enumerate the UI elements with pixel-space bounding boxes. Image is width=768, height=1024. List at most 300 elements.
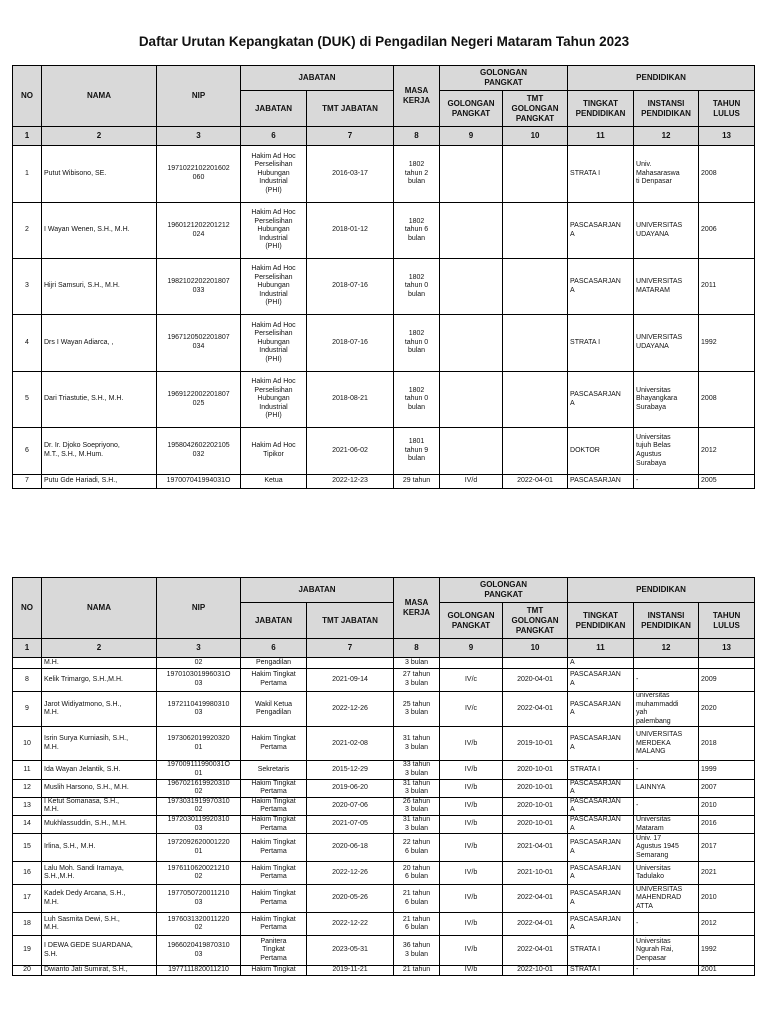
cell-no: 3 (13, 259, 42, 315)
table-row (13, 885, 755, 913)
cell-nip: 1967120502201807 034 (157, 315, 241, 372)
header-nip: NIP (157, 578, 241, 639)
cell-tingkat-pendidikan: STRATA I (568, 315, 634, 372)
cell-nama: I DEWA GEDE SUARDANA, S.H. (42, 936, 157, 966)
column-number: 9 (440, 639, 503, 658)
cell-jabatan: Hakim Ad Hoc Perselisihan Hubungan Industrial (PHI) (241, 315, 307, 372)
header-masa-kerja: MASA KERJA (394, 578, 440, 639)
column-number: 13 (699, 639, 755, 658)
cell-golongan-pangkat: IV/b (440, 761, 503, 779)
cell-instansi-pendidikan: - (634, 669, 699, 692)
table-row (13, 692, 755, 727)
header-golongan-group: GOLONGAN PANGKAT (440, 578, 568, 603)
cell-no: 17 (13, 885, 42, 913)
header-tmt-jabatan: TMT JABATAN (307, 603, 394, 639)
cell-jabatan: Sekretaris (241, 761, 307, 779)
cell-tingkat-pendidikan: PASCASARJAN A (568, 203, 634, 259)
cell-masa-kerja: 21 tahun (394, 966, 440, 976)
cell-instansi-pendidikan: universitas muhammaddi yah palembang (634, 692, 699, 727)
cell-masa-kerja: 26 tahun 3 bulan (394, 797, 440, 815)
header-jabatan: JABATAN (241, 603, 307, 639)
cell-tmt-jabatan: 2021-02-08 (307, 727, 394, 761)
cell-nip: 1973062019920320 01 (157, 727, 241, 761)
cell-tmt-jabatan: 2023-05-31 (307, 936, 394, 966)
cell-golongan-pangkat: IV/b (440, 815, 503, 833)
cell-tmt-jabatan: 2018-08-21 (307, 372, 394, 428)
cell-tahun-lulus: 2010 (699, 797, 755, 815)
cell-nip: 197007041994031O (157, 475, 241, 489)
cell-tmt-jabatan: 2020-05-26 (307, 885, 394, 913)
table-body (13, 146, 755, 489)
header-tmt-golongan: TMT GOLONGAN PANGKAT (503, 91, 568, 127)
cell-nip: 1972110419980310 03 (157, 692, 241, 727)
cell-tingkat-pendidikan: PASCASARJAN A (568, 913, 634, 936)
cell-masa-kerja: 22 tahun 6 bulan (394, 834, 440, 862)
header-tmt-jabatan: TMT JABATAN (307, 91, 394, 127)
cell-nip: 1976110620021210 02 (157, 862, 241, 885)
cell-no: 2 (13, 203, 42, 259)
cell-masa-kerja: 33 tahun 3 bulan (394, 761, 440, 779)
table-row (13, 815, 755, 833)
cell-tingkat-pendidikan: PASCASARJAN (568, 475, 634, 489)
cell-masa-kerja: 1802 tahun 6 bulan (394, 203, 440, 259)
cell-tahun-lulus: 2018 (699, 727, 755, 761)
column-number: 10 (503, 127, 568, 146)
cell-nama: I Ketut Somanasa, S.H., M.H. (42, 797, 157, 815)
cell-tmt-jabatan: 2022-12-23 (307, 475, 394, 489)
cell-tmt-golongan: 2021-10-01 (503, 862, 568, 885)
header-nama: NAMA (42, 578, 157, 639)
cell-tahun-lulus: 2006 (699, 203, 755, 259)
cell-tmt-jabatan: 2016-03-17 (307, 146, 394, 203)
header-jabatan-group: JABATAN (241, 578, 394, 603)
cell-golongan-pangkat: IV/b (440, 966, 503, 976)
cell-tmt-jabatan: 2021-07-05 (307, 815, 394, 833)
cell-tingkat-pendidikan: PASCASARJAN A (568, 669, 634, 692)
table-row (13, 761, 755, 779)
cell-jabatan: Hakim Tingkat Pertama (241, 885, 307, 913)
cell-tmt-golongan: 2020-10-01 (503, 815, 568, 833)
cell-golongan-pangkat: IV/b (440, 797, 503, 815)
cell-tahun-lulus: 2020 (699, 692, 755, 727)
cell-golongan-pangkat: IV/b (440, 885, 503, 913)
cell-jabatan: Hakim Tingkat Pertama (241, 727, 307, 761)
cell-instansi-pendidikan: UNIVERSITAS UDAYANA (634, 203, 699, 259)
column-number: 6 (241, 639, 307, 658)
cell-jabatan: Pengadilan (241, 658, 307, 669)
cell-tingkat-pendidikan: PASCASARJAN A (568, 815, 634, 833)
cell-no: 6 (13, 428, 42, 475)
cell-no: 10 (13, 727, 42, 761)
cell-tmt-jabatan: 2019-11-21 (307, 966, 394, 976)
table-row (13, 936, 755, 966)
cell-no: 15 (13, 834, 42, 862)
cell-no: 11 (13, 761, 42, 779)
cell-nama: I Wayan Wenen, S.H., M.H. (42, 203, 157, 259)
cell-tmt-golongan: 2020-04-01 (503, 669, 568, 692)
cell-golongan-pangkat (440, 428, 503, 475)
table-row (13, 428, 755, 475)
cell-instansi-pendidikan: Universitas Mataram (634, 815, 699, 833)
cell-masa-kerja: 27 tahun 3 bulan (394, 669, 440, 692)
cell-masa-kerja: 31 tahun 3 bulan (394, 779, 440, 797)
header-masa-kerja: MASA KERJA (394, 66, 440, 127)
header-no: NO (13, 578, 42, 639)
cell-masa-kerja: 25 tahun 3 bulan (394, 692, 440, 727)
table-row (13, 259, 755, 315)
cell-golongan-pangkat: IV/c (440, 669, 503, 692)
column-number: 2 (42, 639, 157, 658)
cell-masa-kerja: 31 tahun 3 bulan (394, 727, 440, 761)
cell-instansi-pendidikan: Universitas Ngurah Rai, Denpasar (634, 936, 699, 966)
header-tingkat-pendidikan: TINGKAT PENDIDIKAN (568, 603, 634, 639)
cell-tahun-lulus (699, 658, 755, 669)
cell-nip: 1982102202201807 033 (157, 259, 241, 315)
cell-golongan-pangkat (440, 259, 503, 315)
cell-tmt-golongan: 2022-04-01 (503, 885, 568, 913)
cell-tingkat-pendidikan: PASCASARJAN A (568, 259, 634, 315)
cell-nama: Kelik Trimargo, S.H.,M.H. (42, 669, 157, 692)
duk-table-2 (12, 577, 755, 976)
cell-instansi-pendidikan: - (634, 966, 699, 976)
column-number: 6 (241, 127, 307, 146)
cell-tmt-jabatan: 2020-07-06 (307, 797, 394, 815)
header-golongan-pangkat: GOLONGAN PANGKAT (440, 91, 503, 127)
cell-nip: 1971022102201602 060 (157, 146, 241, 203)
cell-nama: Ida Wayan Jelantik, S.H. (42, 761, 157, 779)
cell-nip: 197010301996031O 03 (157, 669, 241, 692)
cell-jabatan: Hakim Tingkat (241, 966, 307, 976)
cell-tmt-golongan (503, 428, 568, 475)
table-row (13, 797, 755, 815)
column-number: 9 (440, 127, 503, 146)
cell-golongan-pangkat: IV/b (440, 779, 503, 797)
cell-nama: Drs I Wayan Adiarca, , (42, 315, 157, 372)
header-pendidikan-group: PENDIDIKAN (568, 66, 755, 91)
cell-golongan-pangkat: IV/b (440, 913, 503, 936)
cell-masa-kerja: 1801 tahun 9 bulan (394, 428, 440, 475)
cell-tingkat-pendidikan: STRATA I (568, 966, 634, 976)
cell-masa-kerja: 3 bulan (394, 658, 440, 669)
cell-instansi-pendidikan: UNIVERSITAS MAHENDRAD ATTA (634, 885, 699, 913)
cell-tingkat-pendidikan: PASCASARJAN A (568, 727, 634, 761)
cell-jabatan: Hakim Ad Hoc Tipikor (241, 428, 307, 475)
cell-golongan-pangkat (440, 372, 503, 428)
cell-no: 19 (13, 936, 42, 966)
header-instansi-pendidikan: INSTANSI PENDIDIKAN (634, 603, 699, 639)
cell-tingkat-pendidikan: STRATA I (568, 146, 634, 203)
cell-no (13, 658, 42, 669)
cell-tmt-jabatan: 2021-06-02 (307, 428, 394, 475)
cell-no: 8 (13, 669, 42, 692)
cell-masa-kerja: 1802 tahun 0 bulan (394, 315, 440, 372)
cell-tahun-lulus: 1992 (699, 315, 755, 372)
cell-no: 13 (13, 797, 42, 815)
cell-tmt-golongan (503, 203, 568, 259)
cell-tingkat-pendidikan: PASCASARJAN A (568, 779, 634, 797)
cell-nama: Hijri Samsuri, S.H., M.H. (42, 259, 157, 315)
cell-tahun-lulus: 2012 (699, 913, 755, 936)
column-number: 3 (157, 127, 241, 146)
cell-golongan-pangkat (440, 146, 503, 203)
cell-tmt-jabatan: 2018-07-16 (307, 259, 394, 315)
table-row (13, 669, 755, 692)
cell-tahun-lulus: 2012 (699, 428, 755, 475)
header-tahun-lulus: TAHUN LULUS (699, 91, 755, 127)
cell-tahun-lulus: 2007 (699, 779, 755, 797)
cell-nip: 197009111990031O 01 (157, 761, 241, 779)
cell-nip: 1977111820011210 (157, 966, 241, 976)
column-number: 2 (42, 127, 157, 146)
cell-jabatan: Hakim Ad Hoc Perselisihan Hubungan Industrial (PHI) (241, 203, 307, 259)
cell-masa-kerja: 36 tahun 3 bulan (394, 936, 440, 966)
cell-tingkat-pendidikan: STRATA I (568, 936, 634, 966)
cell-masa-kerja: 21 tahun 6 bulan (394, 885, 440, 913)
cell-nip: 1972030119920310 03 (157, 815, 241, 833)
table-row (13, 475, 755, 489)
cell-tingkat-pendidikan: STRATA I (568, 761, 634, 779)
cell-tingkat-pendidikan: PASCASARJAN A (568, 797, 634, 815)
cell-instansi-pendidikan: LAINNYA (634, 779, 699, 797)
header-tingkat-pendidikan: TINGKAT PENDIDIKAN (568, 91, 634, 127)
cell-masa-kerja: 29 tahun (394, 475, 440, 489)
cell-no: 5 (13, 372, 42, 428)
column-number: 13 (699, 127, 755, 146)
cell-nama: Isrin Surya Kurniasih, S.H., M.H. (42, 727, 157, 761)
page-title: Daftar Urutan Kepangkatan (DUK) di Pengadilan Negeri Mataram Tahun 2023 (138, 34, 630, 49)
cell-jabatan: Hakim Tingkat Pertama (241, 669, 307, 692)
cell-golongan-pangkat (440, 658, 503, 669)
header-nama: NAMA (42, 66, 157, 127)
cell-masa-kerja: 21 tahun 6 bulan (394, 913, 440, 936)
cell-tmt-golongan (503, 658, 568, 669)
cell-jabatan: Hakim Ad Hoc Perselisihan Hubungan Industrial (PHI) (241, 146, 307, 203)
cell-instansi-pendidikan: Universitas Tadulako (634, 862, 699, 885)
cell-tmt-golongan: 2020-10-01 (503, 779, 568, 797)
column-number: 8 (394, 639, 440, 658)
column-number: 1 (13, 127, 42, 146)
table-row (13, 146, 755, 203)
cell-tingkat-pendidikan: A (568, 658, 634, 669)
cell-tmt-jabatan: 2018-01-12 (307, 203, 394, 259)
cell-jabatan: Ketua (241, 475, 307, 489)
header-tmt-golongan: TMT GOLONGAN PANGKAT (503, 603, 568, 639)
cell-golongan-pangkat: IV/b (440, 862, 503, 885)
cell-instansi-pendidikan: Universitas tujuh Belas Agustus Surabaya (634, 428, 699, 475)
cell-tahun-lulus: 2017 (699, 834, 755, 862)
column-number: 10 (503, 639, 568, 658)
cell-masa-kerja: 1802 tahun 0 bulan (394, 372, 440, 428)
cell-tahun-lulus: 2008 (699, 146, 755, 203)
header-pendidikan-group: PENDIDIKAN (568, 578, 755, 603)
cell-tahun-lulus: 1999 (699, 761, 755, 779)
cell-nip: 1972092620001220 01 (157, 834, 241, 862)
cell-tahun-lulus: 2016 (699, 815, 755, 833)
cell-instansi-pendidikan: - (634, 797, 699, 815)
cell-instansi-pendidikan: UNIVERSITAS MATARAM (634, 259, 699, 315)
column-number: 8 (394, 127, 440, 146)
cell-tahun-lulus: 2001 (699, 966, 755, 976)
cell-nama: Dr. Ir. Djoko Soepriyono, M.T., S.H., M.Hum. (42, 428, 157, 475)
column-number-row (13, 639, 755, 658)
cell-tmt-golongan: 2022-04-01 (503, 936, 568, 966)
cell-instansi-pendidikan: Univ. 17 Agustus 1945 Semarang (634, 834, 699, 862)
cell-tahun-lulus: 2008 (699, 372, 755, 428)
column-number: 12 (634, 127, 699, 146)
column-number: 3 (157, 639, 241, 658)
cell-tahun-lulus: 1992 (699, 936, 755, 966)
cell-nip: 1966020419870310 03 (157, 936, 241, 966)
cell-nama: Putu Gde Hariadi, S.H., (42, 475, 157, 489)
cell-nama: Putut Wibisono, SE. (42, 146, 157, 203)
cell-nip: 1976031320011220 02 (157, 913, 241, 936)
cell-instansi-pendidikan: UNIVERSITAS MERDEKA MALANG (634, 727, 699, 761)
cell-nip: 1973031919970310 02 (157, 797, 241, 815)
cell-tmt-golongan: 2022-04-01 (503, 692, 568, 727)
cell-tmt-jabatan: 2018-07-16 (307, 315, 394, 372)
cell-no: 20 (13, 966, 42, 976)
header-golongan-group: GOLONGAN PANGKAT (440, 66, 568, 91)
cell-no: 7 (13, 475, 42, 489)
duk-table-1 (12, 65, 755, 489)
cell-tmt-jabatan: 2022-12-26 (307, 692, 394, 727)
cell-golongan-pangkat (440, 315, 503, 372)
cell-nip: 1958042602202105 032 (157, 428, 241, 475)
cell-jabatan: Hakim Ad Hoc Perselisihan Hubungan Industrial (PHI) (241, 372, 307, 428)
cell-no: 4 (13, 315, 42, 372)
column-number: 12 (634, 639, 699, 658)
cell-masa-kerja: 1802 tahun 0 bulan (394, 259, 440, 315)
table-row (13, 834, 755, 862)
cell-tmt-jabatan: 2019-06-20 (307, 779, 394, 797)
cell-nama: Muslih Harsono, S.H., M.H. (42, 779, 157, 797)
column-number: 7 (307, 127, 394, 146)
cell-tmt-jabatan: 2021-09-14 (307, 669, 394, 692)
cell-nama: Luh Sasmita Dewi, S.H., M.H. (42, 913, 157, 936)
table-row (13, 727, 755, 761)
cell-instansi-pendidikan: UNIVERSITAS UDAYANA (634, 315, 699, 372)
cell-nip: 1969122002201807 025 (157, 372, 241, 428)
cell-nip: 1960121202201212 024 (157, 203, 241, 259)
cell-jabatan: Hakim Tingkat Pertama (241, 815, 307, 833)
cell-jabatan: Hakim Tingkat Pertama (241, 779, 307, 797)
cell-tingkat-pendidikan: DOKTOR (568, 428, 634, 475)
cell-golongan-pangkat: IV/b (440, 834, 503, 862)
header-golongan-pangkat: GOLONGAN PANGKAT (440, 603, 503, 639)
cell-jabatan: Hakim Ad Hoc Perselisihan Hubungan Industrial (PHI) (241, 259, 307, 315)
cell-jabatan: Hakim Tingkat Pertama (241, 913, 307, 936)
cell-tingkat-pendidikan: PASCASARJAN A (568, 885, 634, 913)
cell-nama: Dwianto Jati Sumirat, S.H., (42, 966, 157, 976)
cell-nama: Irlina, S.H., M.H. (42, 834, 157, 862)
column-number: 7 (307, 639, 394, 658)
cell-tmt-golongan: 2021-04-01 (503, 834, 568, 862)
cell-nip: 02 (157, 658, 241, 669)
cell-tingkat-pendidikan: PASCASARJAN A (568, 862, 634, 885)
cell-tahun-lulus: 2011 (699, 259, 755, 315)
cell-masa-kerja: 1802 tahun 2 bulan (394, 146, 440, 203)
cell-instansi-pendidikan: Univ. Mahasaraswa ti Denpasar (634, 146, 699, 203)
cell-tmt-golongan (503, 372, 568, 428)
cell-nip: 1977050720011210 03 (157, 885, 241, 913)
cell-masa-kerja: 20 tahun 6 bulan (394, 862, 440, 885)
cell-tmt-golongan: 2022-04-01 (503, 913, 568, 936)
cell-tmt-golongan: 2022-04-01 (503, 475, 568, 489)
cell-instansi-pendidikan: - (634, 761, 699, 779)
cell-tmt-jabatan: 2015-12-29 (307, 761, 394, 779)
cell-instansi-pendidikan: Universitas Bhayangkara Surabaya (634, 372, 699, 428)
cell-golongan-pangkat (440, 203, 503, 259)
cell-tmt-jabatan: 2022-12-22 (307, 913, 394, 936)
table-row (13, 913, 755, 936)
cell-tingkat-pendidikan: PASCASARJAN A (568, 692, 634, 727)
cell-no: 16 (13, 862, 42, 885)
cell-no: 18 (13, 913, 42, 936)
cell-nama: Mukhlassuddin, S.H., M.H. (42, 815, 157, 833)
header-instansi-pendidikan: INSTANSI PENDIDIKAN (634, 91, 699, 127)
column-number: 11 (568, 639, 634, 658)
cell-tahun-lulus: 2005 (699, 475, 755, 489)
cell-golongan-pangkat: IV/b (440, 936, 503, 966)
cell-jabatan: Hakim Tingkat Pertama (241, 862, 307, 885)
cell-golongan-pangkat: IV/c (440, 692, 503, 727)
cell-tahun-lulus: 2010 (699, 885, 755, 913)
cell-jabatan: Panitera Tingkat Pertama (241, 936, 307, 966)
header-jabatan: JABATAN (241, 91, 307, 127)
table-row (13, 315, 755, 372)
cell-tmt-golongan: 2020-10-01 (503, 761, 568, 779)
cell-tingkat-pendidikan: PASCASARJAN A (568, 372, 634, 428)
cell-tahun-lulus: 2021 (699, 862, 755, 885)
cell-tahun-lulus: 2009 (699, 669, 755, 692)
cell-nama: Kadek Dedy Arcana, S.H., M.H. (42, 885, 157, 913)
header-tahun-lulus: TAHUN LULUS (699, 603, 755, 639)
table-body (13, 658, 755, 976)
cell-nama: Jarot Widiyatmono, S.H., M.H. (42, 692, 157, 727)
cell-no: 12 (13, 779, 42, 797)
cell-no: 9 (13, 692, 42, 727)
cell-tmt-jabatan: 2020-06-18 (307, 834, 394, 862)
cell-tingkat-pendidikan: PASCASARJAN A (568, 834, 634, 862)
header-no: NO (13, 66, 42, 127)
cell-jabatan: Hakim Tingkat Pertama (241, 797, 307, 815)
cell-tmt-golongan: 2019-10-01 (503, 727, 568, 761)
cell-no: 1 (13, 146, 42, 203)
table-row (13, 862, 755, 885)
table-row (13, 779, 755, 797)
cell-tmt-golongan (503, 259, 568, 315)
cell-nip: 1967021619920310 02 (157, 779, 241, 797)
table-row (13, 966, 755, 976)
cell-golongan-pangkat: IV/b (440, 727, 503, 761)
header-jabatan-group: JABATAN (241, 66, 394, 91)
table-row (13, 372, 755, 428)
table-row (13, 658, 755, 669)
cell-instansi-pendidikan: - (634, 475, 699, 489)
cell-tmt-golongan: 2020-10-01 (503, 797, 568, 815)
cell-golongan-pangkat: IV/d (440, 475, 503, 489)
cell-instansi-pendidikan (634, 658, 699, 669)
cell-tmt-jabatan: 2022-12-26 (307, 862, 394, 885)
cell-jabatan: Wakil Ketua Pengadilan (241, 692, 307, 727)
cell-tmt-jabatan (307, 658, 394, 669)
cell-tmt-golongan (503, 146, 568, 203)
cell-nama: Lalu Moh. Sandi Iramaya, S.H.,M.H. (42, 862, 157, 885)
column-number: 1 (13, 639, 42, 658)
cell-no: 14 (13, 815, 42, 833)
cell-tmt-golongan: 2022-10-01 (503, 966, 568, 976)
cell-jabatan: Hakim Tingkat Pertama (241, 834, 307, 862)
